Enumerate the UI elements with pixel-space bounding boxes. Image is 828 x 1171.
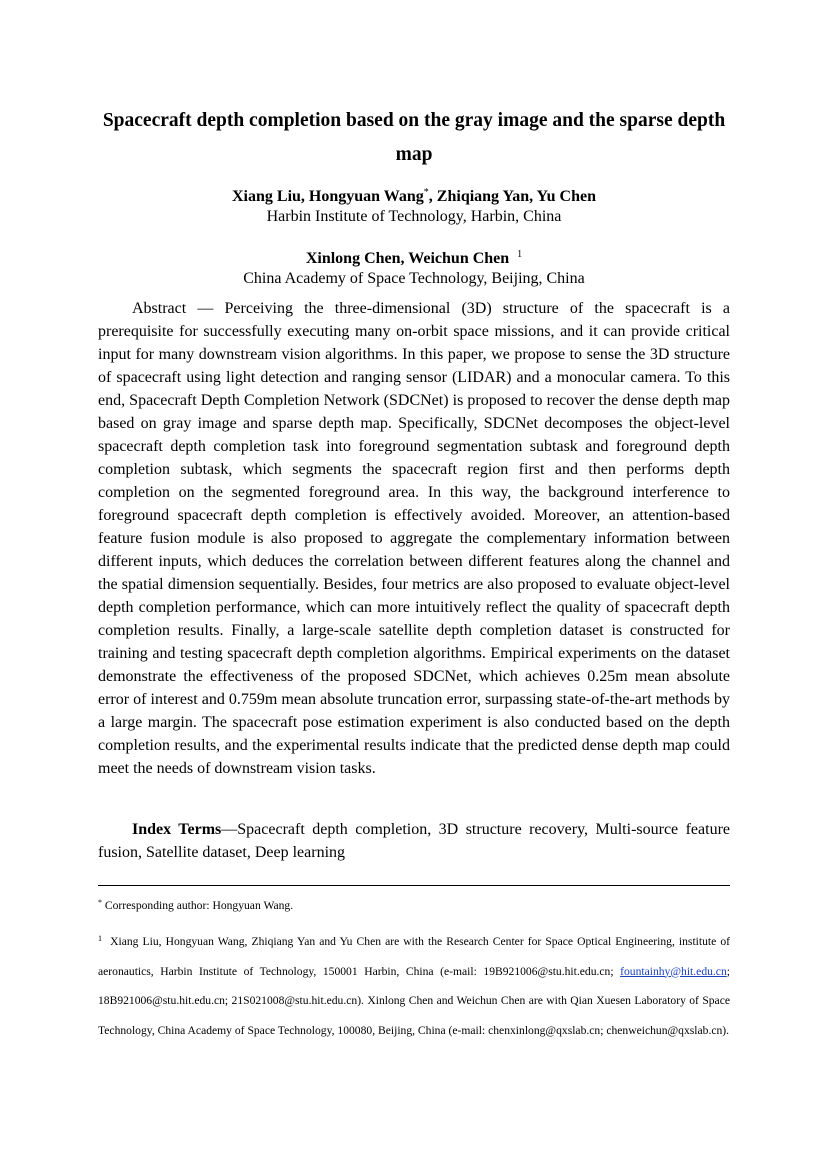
abstract-dash: — [197, 300, 214, 317]
footnote-corresponding [98, 895, 730, 914]
index-terms-label: Index Terms [132, 821, 222, 838]
author-separator: , [428, 188, 437, 205]
author-line-2 [90, 244, 738, 270]
footnote-mark: * [98, 898, 102, 907]
abstract [98, 297, 730, 780]
affiliation-2: China Academy of Space Technology, Beijing, China [243, 270, 585, 287]
footnote-text: Xiang Liu, Hongyuan Wang, Zhiqiang Yan and Yu Chen are with the Research Center for Space Optical Engineering, institute of aeronautics, Harbin Institute of Technology, 150001 Harbin, China (e-mail: 19B921006@stu.hit.edu.cn; [98, 935, 730, 978]
affiliation-mark: 1 [517, 249, 523, 260]
email-link[interactable]: fountainhy@hit.edu.cn [620, 964, 727, 978]
author-name: Xinlong Chen [305, 250, 401, 267]
author-name: Yu Chen [536, 188, 596, 205]
author-name: Zhiqiang Yan [436, 188, 530, 205]
footnote-mark: 1 [98, 934, 102, 943]
author-separator: , [529, 188, 537, 205]
abstract-text: Perceiving the three-dimensional (3D) structure of the spacecraft is a prerequisite for successfully executing many on-orbit space missions, and it can provide critical input for many downstream vision algorithms. In this paper, we propose to sense the 3D structure of spacecraft using light detection and ranging sensor (LIDAR) and a monocular camera. To this end, Spacecraft Depth Completion Network (SDCNet) is proposed to recover the dense depth map based on gray image and sparse depth map. Specifically, SDCNet decomposes the object-level spacecraft depth completion task into foreground segmentation subtask and foreground depth completion subtask, which segments the spacecraft region first and then performs depth completion on the segmented foreground area. In this way, the background interference to foreground spacecraft depth completion is effectively avoided. Moreover, an attention-based feature fusion module is also proposed to aggregate the complementary information between different inputs, which deduces the correlation between different features along the channel and the spatial dimension sequentially. Besides, four metrics are also proposed to evaluate object-level depth completion performance, which can more intuitively reflect the quality of spacecraft depth completion results. Finally, a large-scale satellite depth completion dataset is constructed for training and testing spacecraft depth completion algorithms. Empirical experiments on the dataset demonstrate the effectiveness of the proposed SDCNet, which achieves 0.25m mean absolute error of interest and 0.759m mean absolute truncation error, surpassing state-of-the-art methods by a large margin. The spacecraft pose estimation experiment is also conducted based on the depth completion results, and the experimental results indicate that the predicted dense depth map could meet the needs of downstream vision tasks. [98, 300, 731, 777]
index-terms-text: Spacecraft depth completion, 3D structure recovery, Multi-source feature fusion, Satellite dataset, Deep learning [98, 821, 731, 861]
footnote-text: Corresponding author: Hongyuan Wang. [104, 899, 294, 912]
index-terms [98, 818, 730, 864]
author-line-1 [90, 182, 738, 208]
author-separator: , [300, 188, 309, 205]
footnote-affiliations [98, 924, 730, 1045]
corresponding-mark: * [423, 187, 429, 198]
author-name: Hongyuan Wang [308, 188, 424, 205]
footnote-divider [98, 885, 730, 886]
index-terms-dash: — [221, 821, 238, 838]
footnote-text: ; 18B921006@stu.hit.edu.cn; 21S021008@stu.hit.edu.cn). Xinlong Chen and Weichun Chen are with Qian Xuesen Laboratory of Space Technology, China Academy of Space Technology, 100080, Beijing, China (e-mail: chenxinlong@qxslab.cn; chenweichun@qxslab.cn). [98, 964, 730, 1037]
author-separator: , [400, 250, 409, 267]
author-name: Weichun Chen [408, 250, 510, 267]
author-name: Xiang Liu [232, 188, 301, 205]
abstract-label: Abstract [132, 300, 187, 317]
paper-title: Spacecraft depth completion based on the gray image and the sparse depth map [102, 110, 726, 165]
affiliation-1: Harbin Institute of Technology, Harbin, China [266, 208, 562, 225]
